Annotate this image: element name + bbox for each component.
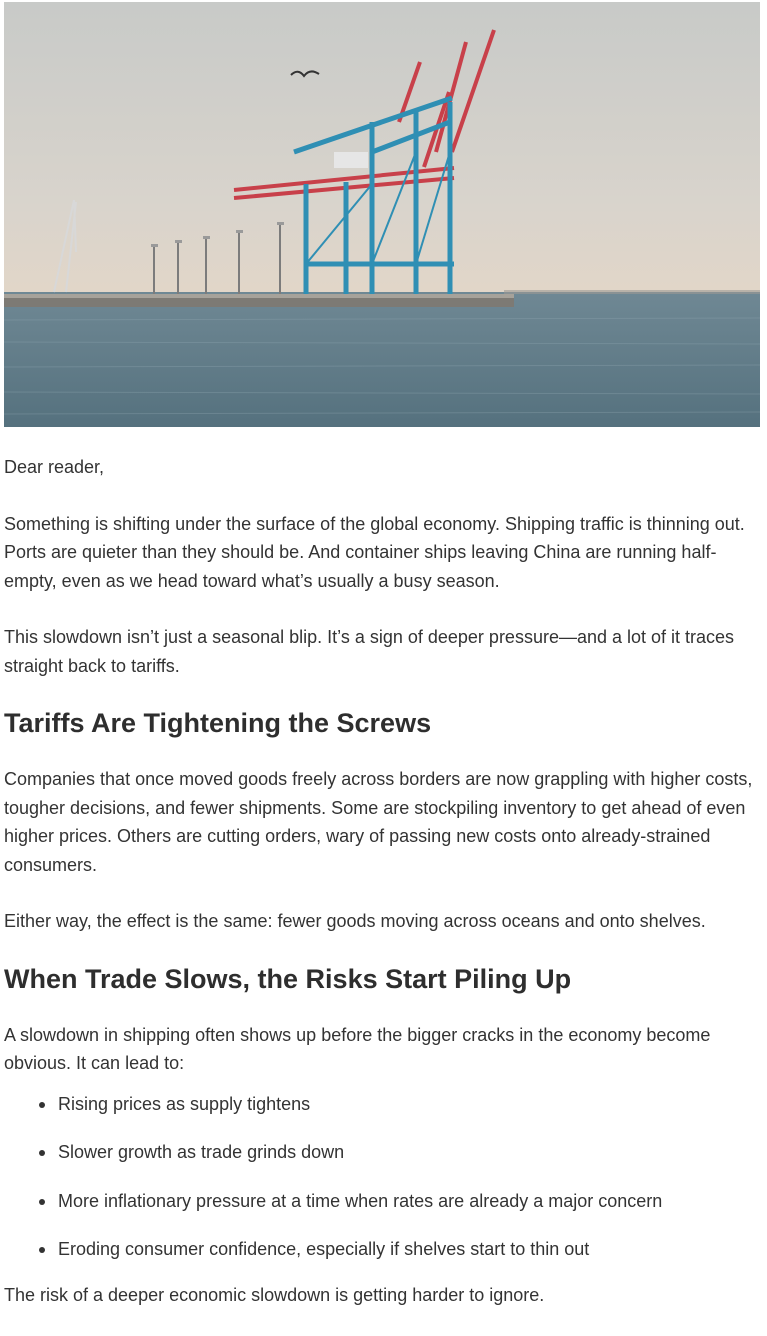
risk-text: Rising prices as supply tightens: [58, 1093, 311, 1114]
intro-paragraph-2: This slowdown isn’t just a seasonal blip. It’s a sign of deeper pressure—and a lot of it traces straight back to tariffs.: [4, 627, 735, 676]
closing-paragraph: The risk of a deeper economic slowdown is getting harder to ignore.: [4, 1284, 545, 1305]
bullet-icon: [39, 1247, 45, 1253]
list-item: [58, 1187, 754, 1216]
hero-image-port-cranes: [4, 2, 760, 427]
article-body: [4, 453, 754, 1309]
tariffs-paragraph-2: Either way, the effect is the same: fewer goods moving across oceans and onto shelves.: [4, 911, 706, 931]
section-heading-risks: When Trade Slows, the Risks Start Piling Up: [4, 963, 572, 994]
risk-text: More inflationary pressure at a time when rates are already a major concern: [58, 1190, 663, 1211]
intro-paragraph-1: Something is shifting under the surface of the global economy. Shipping traffic is thinning out. Ports are quieter than they should be. And container ships leaving China are running half-empty, even as we head toward what’s usually a busy season.: [4, 513, 745, 591]
bullet-icon: [39, 1199, 45, 1205]
greeting-text: Dear reader,: [4, 457, 105, 477]
section-heading-tariffs: Tariffs Are Tightening the Screws: [4, 708, 432, 738]
list-item: [58, 1090, 754, 1119]
risks-intro-paragraph: A slowdown in shipping often shows up before the bigger cracks in the economy become obvious. It can lead to:: [4, 1024, 711, 1073]
bullet-icon: [39, 1102, 45, 1108]
risks-list: [4, 1090, 754, 1264]
risk-text: Eroding consumer confidence, especially if shelves start to thin out: [58, 1239, 590, 1259]
tariffs-paragraph-1: Companies that once moved goods freely across borders are now grappling with higher costs, tougher decisions, and fewer shipments. Some are stockpiling inventory to get ahead of even higher prices. Others are cutting orders, wary of passing new costs onto already-strained consumers.: [4, 769, 753, 875]
risk-text: Slower growth as trade grinds down: [58, 1142, 345, 1162]
bullet-icon: [39, 1150, 45, 1156]
list-item: [58, 1235, 754, 1264]
list-item: [58, 1138, 754, 1167]
